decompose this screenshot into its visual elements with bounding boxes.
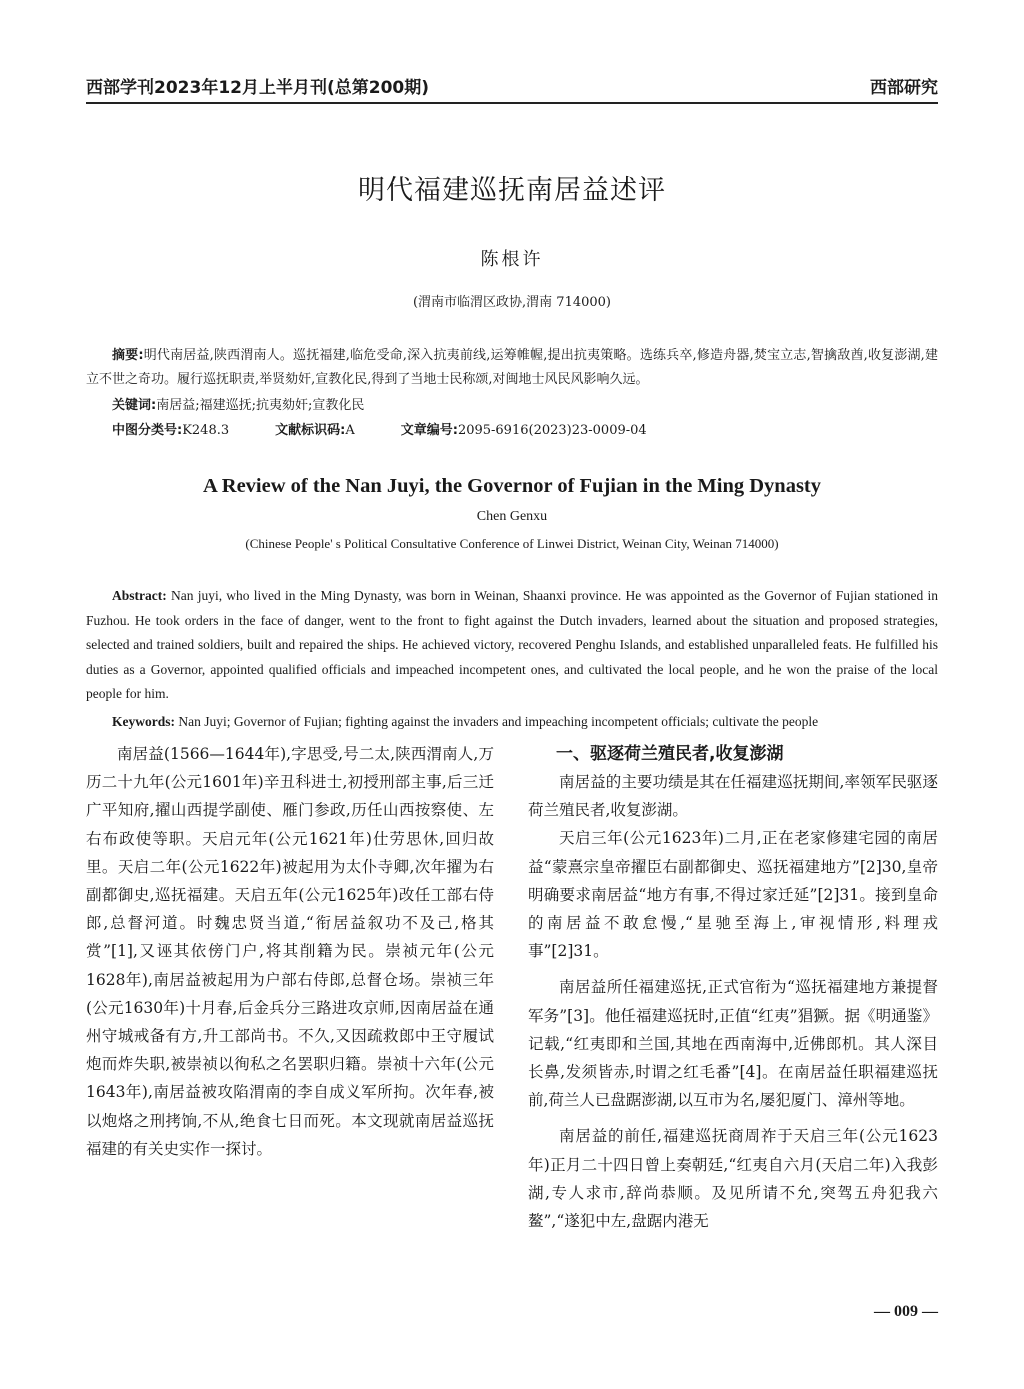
keywords-cn-text: 南居益;福建巡抚;抗夷劾奸;宣教化民: [156, 398, 365, 413]
abstract-en-label: Abstract:: [112, 588, 167, 603]
section-heading: 一、驱逐荷兰殖民者,收复澎湖: [556, 744, 784, 764]
intro-paragraph: 南居益(1566—1644年),字思受,号二太,陕西渭南人,万历二十九年(公元1601年)辛丑科进士,初授刑部主事,后三迁广平知府,擢山西提学副使、雁门参政,历任山西按察使、左右布政使等职。天启元年(公元1621年)仕劳思休,回归故里。天启二年(公元1622年)被起用为太仆寺卿,次年擢为右副都御史,巡抚福建。天启五年(公元1625年)改任工部右侍郎,总督河道。时魏忠贤当道,“衔居益叙功不及己,格其赏”[1],又诬其依傍门户,将其削籍为民。崇祯元年(公元1628年),南居益被起用为户部右侍郎,总督仓场。崇祯三年(公元1630年)十月春,后金兵分三路进攻京师,因南居益在通州守城戒备有方,升工部尚书。不久,又因疏救郎中王守履试炮而炸失职,被崇祯以徇私之名罢职归籍。崇祯十六年(公元1643年),南居益被攻陷渭南的李自成义军所拘。次年春,被以炮烙之刑拷饷,不从,绝食七日而死。本文现就南居益巡抚福建的有关史实作一探讨。: [86, 745, 494, 1158]
abstract-cn: [86, 344, 938, 392]
keywords-en-text: Nan Juyi; Governor of Fujian; fighting against the invaders and impeaching incompetent officials; cultivate the people: [175, 714, 819, 729]
abstract-en-text: Nan juyi, who lived in the Ming Dynasty, was born in Weinan, Shaanxi province. He was appointed as the Governor of Fujian stationed in Fuzhou. He took orders in the face of danger, went to the front to fight against the Dutch invaders, learned about the situation and proposed strategies, selected and trained soldiers, built and repaired the ships. He achieved victory, recovered Penghu Islands, and established unparalleled feats. He fulfilled his duties as a Governor, appointed qualified officials and impeached incompetent ones, and cultivated the local people, and he won the praise of the local people for him.: [86, 588, 938, 701]
abstract-cn-text: 明代南居益,陕西渭南人。巡抚福建,临危受命,深入抗夷前线,运筹帷幄,提出抗夷策略。选练兵卒,修造舟器,焚宝立志,智擒敌酋,收复澎湖,建立不世之奇功。履行巡抚职责,举贤劾奸,宣教化民,得到了当地士民称颂,对闽地士风民风影响久远。: [86, 348, 938, 387]
article-number-value: 2095-6916(2023)23-0009-04: [457, 423, 647, 438]
classification-line: [112, 419, 693, 438]
article-title-cn: 明代福建巡抚南居益述评: [358, 175, 666, 206]
keywords-cn-label: 关键词:: [112, 398, 157, 413]
body-paragraph: 天启三年(公元1623年)二月,正在老家修建宅园的南居益“蒙熹宗皇帝擢臣右副都御史、巡抚福建地方”[2]30,皇帝明确要求南居益“地方有事,不得过家迁延”[2]31。接到皇命的南居益不敢怠慢,“星驰至海上,审视情形,料理戎事”[2]31。: [528, 829, 938, 961]
journal-name: 西部学刊2023年12月上半月刊(总第200期): [86, 78, 429, 98]
author-cn: 陈根许: [480, 249, 544, 270]
body-paragraph: 南居益的前任,福建巡抚商周祚于天启三年(公元1623年)正月二十四日曾上奏朝廷,“红夷自六月(天启二年)入我彭湖,专人求市,辞尚恭顺。及见所请不允,突驾五舟犯我六鳌”,“遂犯中左,盘踞内港无: [528, 1127, 938, 1231]
running-header: [86, 70, 938, 104]
article-title-en: A Review of the Nan Juyi, the Governor of Fujian in the Ming Dynasty: [202, 475, 822, 497]
section-name: 西部研究: [870, 78, 938, 98]
keywords-en: [86, 714, 938, 730]
affiliation-en: (Chinese People' s Political Consultative Conference of Linwei District, Weinan City, Weinan 714000): [245, 536, 779, 551]
body-left-column: [86, 740, 494, 1163]
keywords-cn: [112, 394, 364, 413]
document-code-label: 文献标识码:: [275, 423, 346, 438]
affiliation-cn: (渭南市临渭区政协,渭南 714000): [412, 295, 612, 310]
body-paragraph: 南居益所任福建巡抚,正式官衔为“巡抚福建地方兼提督军务”[3]。他任福建巡抚时,正值“红夷”猖獗。据《明通鉴》记载,“红夷即和兰国,其地在西南海中,近佛郎机。其人深目长鼻,发须皆赤,时谓之红毛番”[4]。在南居益任职福建巡抚前,荷兰人已盘踞澎湖,以互市为名,屡犯厦门、漳州等地。: [528, 978, 938, 1110]
clc-number: [112, 419, 229, 438]
clc-label: 中图分类号:: [112, 423, 183, 438]
body-right-column: [528, 740, 938, 1235]
abstract-en: [86, 584, 938, 707]
article-number-label: 文章编号:: [400, 423, 458, 438]
document-code-value: A: [345, 423, 355, 438]
article-number: [401, 419, 647, 438]
author-en: Chen Genxu: [476, 509, 548, 524]
keywords-en-label: Keywords:: [112, 714, 175, 729]
body-paragraph: 南居益的主要功绩是其在任福建巡抚期间,率领军民驱逐荷兰殖民者,收复澎湖。: [528, 773, 938, 820]
document-code: [275, 419, 355, 438]
clc-value: K248.3: [182, 423, 230, 438]
page-number: — 009 —: [874, 1303, 938, 1320]
abstract-cn-label: 摘要:: [112, 348, 144, 363]
